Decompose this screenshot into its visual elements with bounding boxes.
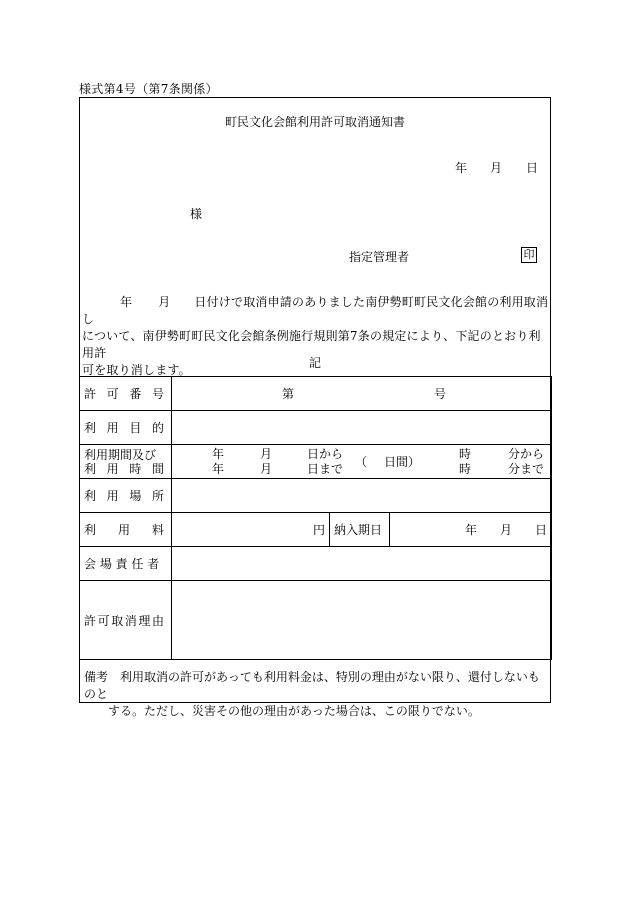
from-month: 月 <box>260 447 273 461</box>
body-line-2: について、南伊勢町町民文化会館条例施行規則第7条の規定により、下記のとおり利用許 <box>82 329 541 360</box>
permit-dai: 第 <box>282 387 295 401</box>
due-day: 日 <box>535 523 548 537</box>
remarks-line-1: 備考 利用取消の許可があっても利用料金は、特別の理由がない限り、還付しないものと <box>84 670 540 701</box>
remarks-line-2: する。ただし、災害その他の理由があった場合は、この限りでない。 <box>108 704 480 718</box>
details-table <box>79 376 552 660</box>
due-month: 月 <box>500 523 513 537</box>
to-min: 分まで <box>508 462 545 476</box>
to-day: 日まで <box>307 462 344 476</box>
from-hour: 時 <box>459 447 472 461</box>
row-reason <box>80 581 552 660</box>
designated-manager-label: 指定管理者 <box>349 250 410 264</box>
value-due-date[interactable] <box>390 513 552 547</box>
remarks <box>84 669 546 720</box>
label-fee: 利 用 料 <box>80 513 172 547</box>
value-venue-manager[interactable] <box>172 547 552 581</box>
row-purpose <box>80 411 552 445</box>
form-number-label: 様式第4号（第7条関係） <box>79 82 218 96</box>
body-month: 月 <box>158 295 171 309</box>
label-place: 利 用 場 所 <box>80 479 172 513</box>
label-due-date: 納入期日 <box>330 513 390 547</box>
label-purpose: 利 用 目 的 <box>80 411 172 445</box>
days-paren-open: （ <box>355 455 368 469</box>
from-year: 年 <box>212 447 225 461</box>
date-day: 日 <box>526 161 539 175</box>
row-period <box>80 445 552 479</box>
addressee-suffix: 様 <box>190 207 203 221</box>
body-line1-text: 日付けで取消申請のありました南伊勢町町民文化会館の利用取消し <box>82 295 549 326</box>
row-place <box>80 479 552 513</box>
to-hour: 時 <box>459 462 472 476</box>
body-year: 年 <box>120 295 133 309</box>
notice-frame <box>79 97 551 718</box>
from-day: 日から <box>307 447 344 461</box>
label-venue-manager: 会 場 責 任 者 <box>80 547 172 581</box>
row-permit-number <box>80 377 552 411</box>
row-fee <box>80 513 552 547</box>
row-venue-manager <box>80 547 552 581</box>
permit-go: 号 <box>434 387 447 401</box>
body-line-3: 可を取り消します。 <box>82 363 191 377</box>
to-year: 年 <box>212 462 225 476</box>
label-period: 利用期間及び 利 用 時 間 <box>80 445 172 479</box>
fee-yen: 円 <box>312 523 325 537</box>
from-min: 分から <box>508 447 545 461</box>
days-label: 日間） <box>384 455 421 469</box>
date-year: 年 <box>455 161 468 175</box>
label-reason: 許可取消理由 <box>80 581 172 660</box>
value-purpose[interactable] <box>172 411 552 445</box>
label-permit-number: 許 可 番 号 <box>80 377 172 411</box>
due-year: 年 <box>465 523 478 537</box>
to-month: 月 <box>260 462 273 476</box>
document-title: 町民文化会館利用許可取消通知書 <box>224 115 405 129</box>
value-reason[interactable] <box>172 581 552 660</box>
value-period[interactable] <box>172 445 552 479</box>
ki-heading: 記 <box>308 356 321 370</box>
value-permit-number[interactable] <box>172 377 552 411</box>
body-line-1 <box>82 294 550 328</box>
value-place[interactable] <box>172 479 552 513</box>
value-fee[interactable] <box>172 513 330 547</box>
date-month: 月 <box>490 161 503 175</box>
seal-mark: 印 <box>521 247 537 263</box>
